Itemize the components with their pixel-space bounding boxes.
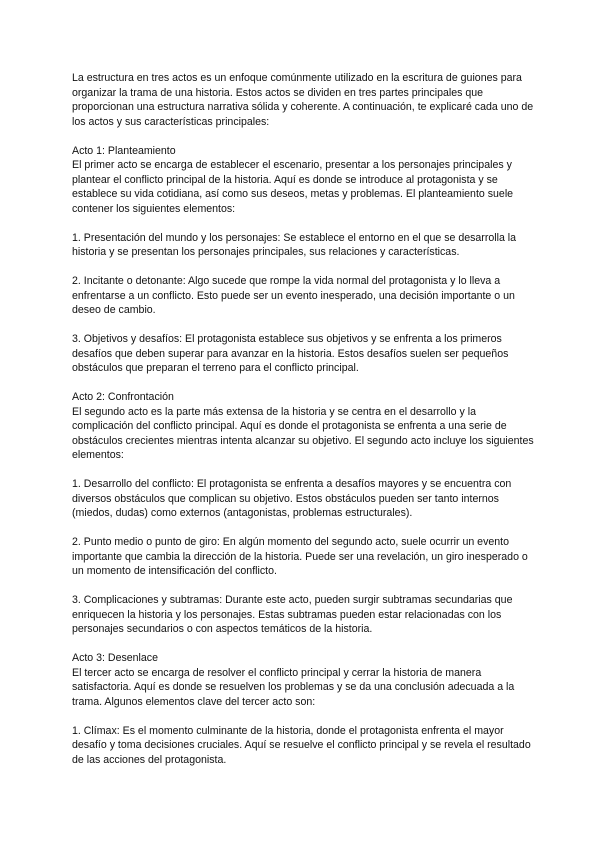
act-1-heading: Acto 1: Planteamiento xyxy=(72,144,176,157)
act-1-item-1: 1. Presentación del mundo y los personajes: Se establece el entorno en el que se desarrolla la historia y se presentan los personajes principales, sus relaciones y características. xyxy=(72,231,517,258)
act-1-item-2: 2. Incitante o detonante: Algo sucede que rompe la vida normal del protagonista y lo lleva a enfrentarse a un conflicto. Esto puede ser un evento inesperado, una decisión importante o un deseo de cambio. xyxy=(72,275,515,316)
act-3-heading: Acto 3: Desenlace xyxy=(72,652,158,664)
act-2-item-2: 2. Punto medio o punto de giro: En algún momento del segundo acto, suele ocurrir un evento importante que cambia la dirección de la historia. Puede ser una revelación, un giro inesperado o un momento de intensificación del conflicto. xyxy=(72,536,528,577)
act-2-description: El segundo acto es la parte más extensa de la historia y se centra en el desarrollo y la complicación del conflicto principal. Aquí es donde el protagonista se enfrenta a una serie de obstáculos crecientes mientras intenta alcanzar su objetivo. El segundo acto incluye los siguientes elementos: xyxy=(72,405,534,461)
intro-paragraph: La estructura en tres actos es un enfoque comúnmente utilizado en la escritura de guiones para organizar la trama de una historia. Estos actos se dividen en tres partes principales que proporcionan una estructura narrativa sólida y coherente. A continuación, te explicaré cada uno de los actos y sus características principales: xyxy=(72,72,534,128)
act-2-item-3: 3. Complicaciones y subtramas: Durante este acto, pueden surgir subtramas secundarias que enriquecen la historia y los personajes. Estas subtramas pueden estar relacionadas con los personajes secundarios o con aspectos temáticos de la historia. xyxy=(72,594,513,635)
act-1-description: El primer acto se encarga de establecer el escenario, presentar a los personajes principales y plantear el conflicto principal de la historia. Aquí es donde se introduce al protagonista y se establece su vida cotidiana, así como sus deseos, metas y problemas. El planteamiento suele contener los siguientes elementos: xyxy=(72,159,514,215)
act-2-item-1: 1. Desarrollo del conflicto: El protagonista se enfrenta a desafíos mayores y se encuentra con diversos obstáculos que complican su objetivo. Estos obstáculos pueden ser tanto internos (miedos, dudas) como externos (antagonistas, problemas estructurales). xyxy=(72,478,512,519)
act-2-heading: Acto 2: Confrontación xyxy=(72,391,174,403)
act-1-section xyxy=(72,144,534,376)
act-3-item-1: 1. Clímax: Es el momento culminante de la historia, donde el protagonista enfrenta el mayor desafío y toma decisiones cruciales. Aquí se resuelve el conflicto principal y se revela el resultado de las acciones del protagonista. xyxy=(72,724,531,766)
act-3-description: El tercer acto se encarga de resolver el conflicto principal y cerrar la historia de manera satisfactoria. Aquí es donde se resuelven los problemas y se da una conclusión adecuada a la trama. Algunos elementos clave del tercer acto son: xyxy=(72,666,515,708)
act-1-item-3: 3. Objetivos y desafíos: El protagonista establece sus objetivos y se enfrenta a los primeros desafíos que deben superar para avanzar en la historia. Estos desafíos suelen ser pequeños obstáculos que preparan el terreno para el conflicto principal. xyxy=(72,333,509,374)
act-2-section xyxy=(72,390,534,637)
act-3-section xyxy=(72,651,534,767)
